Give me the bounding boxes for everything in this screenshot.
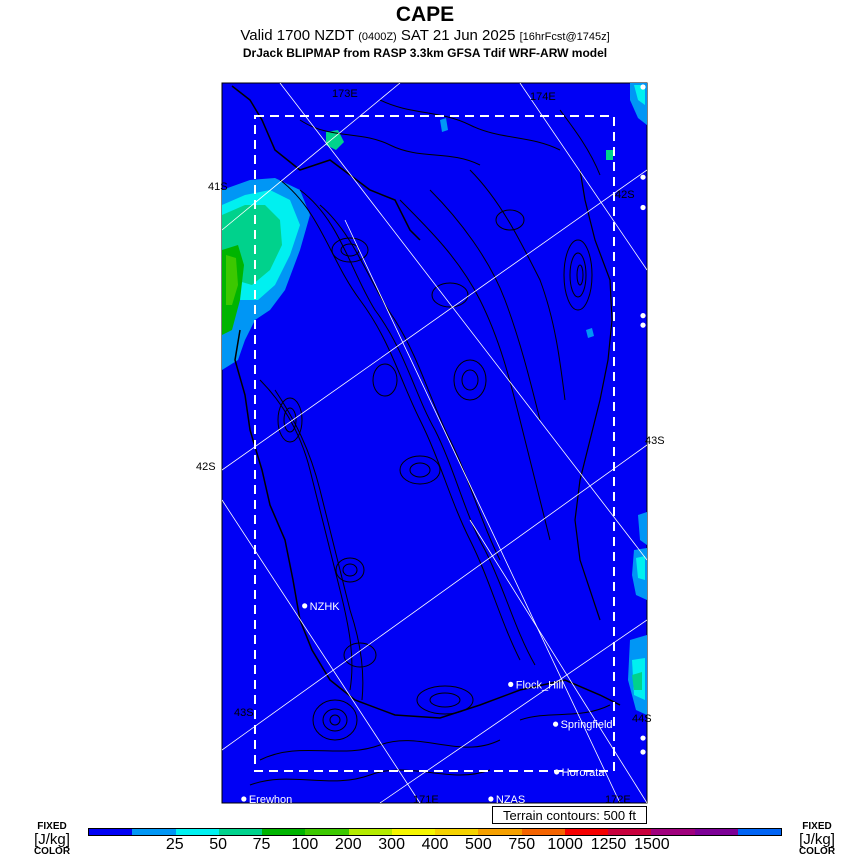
place-label: NZCH (648, 733, 679, 746)
place-dot (640, 749, 645, 754)
colorbar-swatch (132, 829, 175, 835)
place-label: Hororata (561, 766, 605, 779)
colorbar-swatch (89, 829, 132, 835)
valid-date: SAT 21 Jun 2025 (400, 27, 516, 44)
colorbar-swatch (738, 829, 781, 835)
colorbar-tick-label: 1250 (590, 836, 627, 853)
place-dot (640, 84, 645, 89)
place-dot (241, 796, 246, 801)
colorbar-swatch (435, 829, 478, 835)
colorbar-tick-label: 25 (165, 836, 184, 853)
colorbar-swatch (349, 829, 392, 835)
colorbar-tick-label: 500 (465, 836, 492, 853)
place-dot (508, 682, 513, 687)
place-label: Erewhon (248, 794, 293, 806)
fixed-label: FIXED (37, 821, 67, 832)
terrain-note: Terrain contours: 500 ft (492, 806, 647, 824)
place-label: Mt (648, 320, 661, 333)
colorbar-swatch (478, 829, 521, 835)
place-dot (302, 603, 307, 608)
colorbar-swatch (392, 829, 435, 835)
place-dot (488, 796, 493, 801)
lon-label: 173E (332, 88, 358, 100)
colorbar-swatch (695, 829, 738, 835)
units-label: [J/kg] (34, 831, 70, 848)
map-title: CAPE (395, 3, 455, 26)
place-label: Barnicoat (648, 172, 695, 185)
place-dot (554, 769, 559, 774)
place-dot (640, 735, 645, 740)
valid-prefix: Valid 1700 NZDT (240, 27, 355, 44)
colorbar-swatch (305, 829, 348, 835)
fixed-label: FIXED (802, 821, 832, 832)
colorbar-tick-label: 50 (209, 836, 228, 853)
lon-label: 174E (530, 91, 556, 103)
colorbar-swatch (565, 829, 608, 835)
place-label: Omaka (648, 202, 684, 215)
colorbar-tick-label: 400 (421, 836, 449, 853)
valid-utc: (0400Z) (358, 31, 397, 43)
place-label: NZAS (495, 794, 526, 806)
colorbar-tick-label: 200 (334, 836, 362, 853)
model-line: DrJack BLIPMAP from RASP 3.3km GFSA Tdif WRF-ARW model (242, 46, 608, 60)
colorbar-tick-label: 75 (252, 836, 271, 853)
colorbar-tick-label: 1000 (547, 836, 583, 853)
lat-label: 41S (208, 181, 228, 193)
colorbar-swatch (219, 829, 262, 835)
place-dot (640, 323, 645, 328)
colorbar-swatch (176, 829, 219, 835)
colorbar-tick-label: 750 (508, 836, 536, 853)
lat-label: 43S (234, 707, 254, 719)
place-label: Takaka (648, 82, 683, 94)
place-label: Wigram (648, 747, 686, 759)
colorbar-swatch (522, 829, 565, 835)
lat-label: 42S (196, 461, 216, 473)
colorbar-swatch (262, 829, 305, 835)
place-dot (640, 205, 645, 210)
forecast-tag: [16hrFcst@1745z] (519, 31, 610, 43)
lat-label: 44S (632, 713, 652, 725)
lat-label: 43S (645, 435, 665, 447)
place-label: NZHK (309, 600, 340, 613)
place-dot (553, 722, 558, 727)
lat-label: 42S (615, 189, 635, 201)
place-dot (640, 313, 645, 318)
colorbar-swatch (651, 829, 694, 835)
place-label: Flock_Hill (515, 679, 564, 692)
colorbar-tick-label: 1500 (634, 836, 670, 853)
color-label: COLOR (798, 846, 836, 857)
place-dot (640, 175, 645, 180)
color-label: COLOR (33, 846, 71, 857)
place-label: Springfield (560, 719, 613, 732)
lon-label: 172E (605, 794, 631, 806)
lon-label: 171E (413, 794, 439, 806)
colorbar-tick-label: 300 (378, 836, 405, 853)
colorbar-labels (0, 836, 850, 858)
colorbar (88, 828, 782, 836)
units-label: [J/kg] (799, 831, 835, 848)
colorbar-swatch (608, 829, 651, 835)
place-label: Lake_Station (648, 310, 713, 323)
colorbar-tick-label: 100 (291, 836, 319, 853)
